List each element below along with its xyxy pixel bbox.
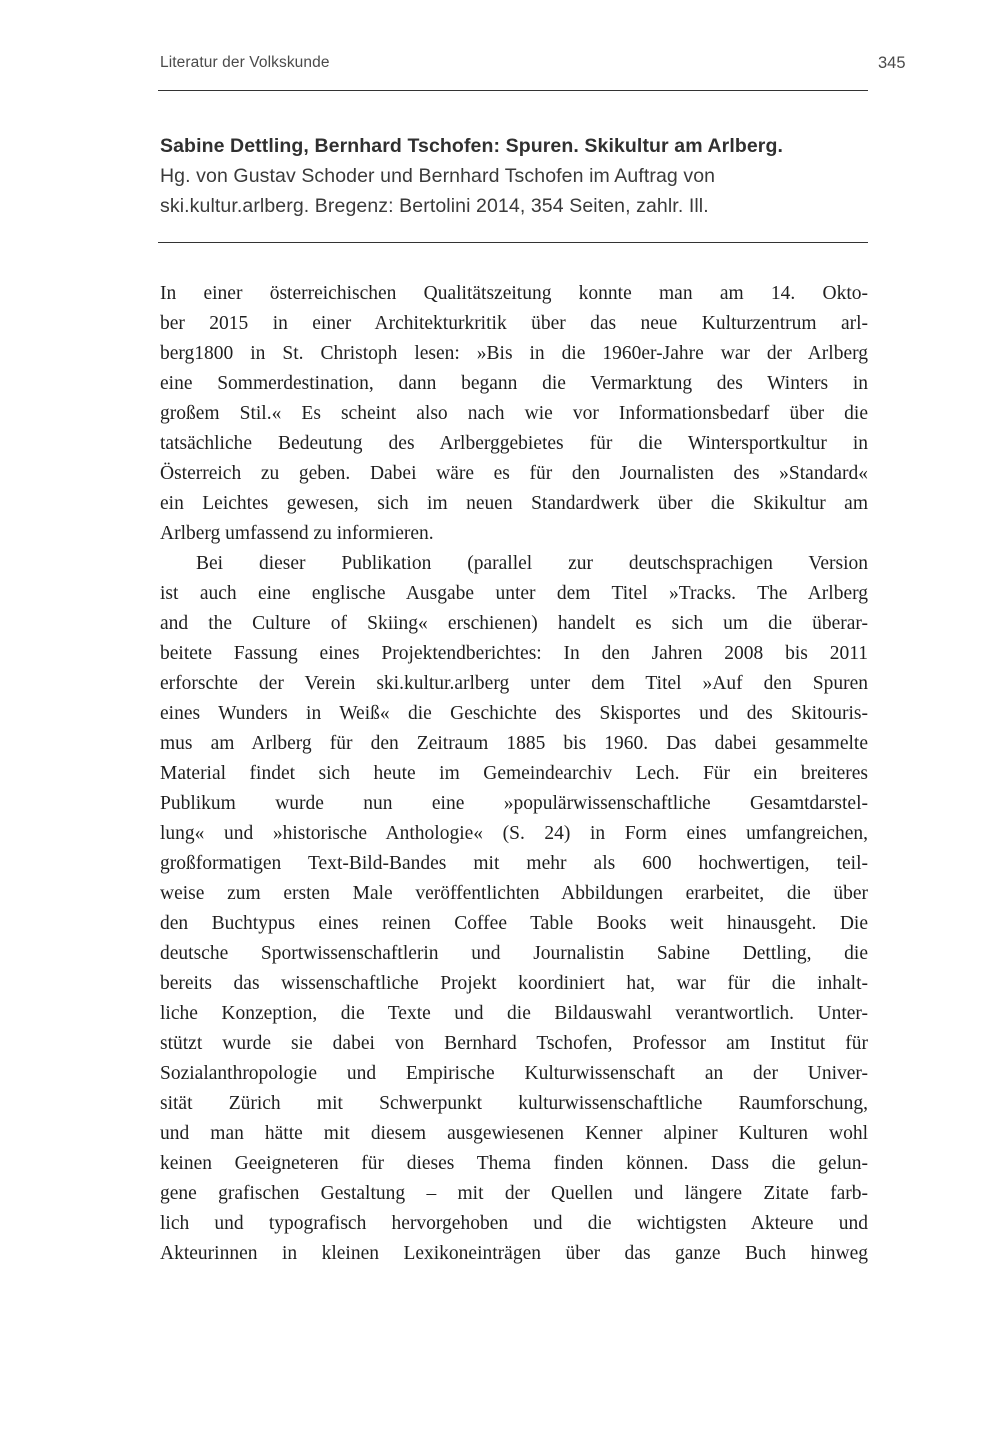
review-title: Sabine Dettling, Bernhard Tschofen: Spuren. Skikultur am Arlberg. — [160, 135, 784, 157]
body-line: großem Stil.« Es scheint also nach wie vor Informationsbedarf über die — [160, 403, 868, 424]
body-line: In einer österreichischen Qualitätszeitung konnte man am 14. Okto- — [160, 283, 868, 304]
body-line: mus am Arlberg für den Zeitraum 1885 bis 1960. Das dabei gesammelte — [160, 733, 868, 754]
body-line: Akteurinnen in kleinen Lexikoneinträgen über das ganze Buch hinweg — [160, 1243, 868, 1264]
page-number: 345 — [878, 54, 906, 72]
body-line: lich und typografisch hervorgehoben und die wichtigsten Akteure und — [160, 1213, 868, 1234]
review-heading — [160, 131, 870, 221]
body-line: erforschte der Verein ski.kultur.arlberg unter dem Titel »Auf den Spuren — [160, 673, 868, 694]
body-line: berg1800 in St. Christoph lesen: »Bis in die 1960er-Jahre war der Arlberg — [160, 343, 868, 364]
body-line: liche Konzeption, die Texte und die Bildauswahl verantwortlich. Unter- — [160, 1003, 868, 1024]
body-line: gene grafischen Gestaltung – mit der Quellen und längere Zitate farb- — [160, 1183, 868, 1204]
body-line: ber 2015 in einer Architekturkritik über das neue Kulturzentrum arl- — [160, 313, 868, 334]
body-line: bereits das wissenschaftliche Projekt koordiniert hat, war für die inhalt- — [160, 973, 868, 994]
body-line: Bei dieser Publikation (parallel zur deutschsprachigen Version — [196, 553, 868, 574]
body-line: tatsächliche Bedeutung des Arlberggebietes für die Wintersportkultur in — [160, 433, 868, 454]
body-line: deutsche Sportwissenschaftlerin und Journalistin Sabine Dettling, die — [160, 943, 868, 964]
body-line: weise zum ersten Male veröffentlichten Abbildungen erarbeitet, die über — [160, 883, 868, 904]
body-line: and the Culture of Skiing« erschienen) handelt es sich um die überar- — [160, 613, 868, 634]
body-line: großformatigen Text-Bild-Bandes mit mehr als 600 hochwertigen, teil- — [160, 853, 868, 874]
body-line: beitete Fassung eines Projektendberichtes: In den Jahren 2008 bis 2011 — [160, 643, 868, 664]
body-line: eine Sommerdestination, dann begann die Vermarktung des Winters in — [160, 373, 868, 394]
review-subtitle-line-1: Hg. von Gustav Schoder und Bernhard Tschofen im Auftrag von — [160, 165, 716, 187]
body-line: ein Leichtes gewesen, sich im neuen Standardwerk über die Skikultur am — [160, 493, 868, 514]
body-line: ist auch eine englische Ausgabe unter dem Titel »Tracks. The Arlberg — [160, 583, 868, 604]
body-line: sität Zürich mit Schwerpunkt kulturwissenschaftliche Raumforschung, — [160, 1093, 868, 1114]
body-line: eines Wunders in Weiß« die Geschichte des Skisportes und des Skitouris- — [160, 703, 868, 724]
paragraph — [160, 279, 868, 549]
header-rule — [158, 90, 868, 91]
body-line: stützt wurde sie dabei von Bernhard Tschofen, Professor am Institut für — [160, 1033, 868, 1054]
body-line: Material findet sich heute im Gemeindearchiv Lech. Für ein breiteres — [160, 763, 868, 784]
body-line: Arlberg umfassend zu informieren. — [160, 523, 434, 544]
review-subtitle-line-2: ski.kultur.arlberg. Bregenz: Bertolini 2014, 354 Seiten, zahlr. Ill. — [160, 195, 709, 217]
body-line: keinen Geeigneteren für dieses Thema finden können. Dass die gelun- — [160, 1153, 868, 1174]
running-head: Literatur der Volkskunde — [160, 54, 330, 71]
paragraph — [160, 549, 868, 1269]
body-paragraphs — [160, 279, 868, 1269]
body-line: Sozialanthropologie und Empirische Kulturwissenschaft an der Univer- — [160, 1063, 868, 1084]
body-line: lung« und »historische Anthologie« (S. 24) in Form eines umfangreichen, — [160, 823, 868, 844]
heading-rule — [158, 242, 868, 243]
body-line: Publikum wurde nun eine »populärwissenschaftliche Gesamtdarstel- — [160, 793, 868, 814]
body-line: Österreich zu geben. Dabei wäre es für den Journalisten des »Standard« — [160, 463, 868, 484]
body-line: und man hätte mit diesem ausgewiesenen Kenner alpiner Kulturen wohl — [160, 1123, 868, 1144]
body-line: den Buchtypus eines reinen Coffee Table Books weit hinausgeht. Die — [160, 913, 868, 934]
